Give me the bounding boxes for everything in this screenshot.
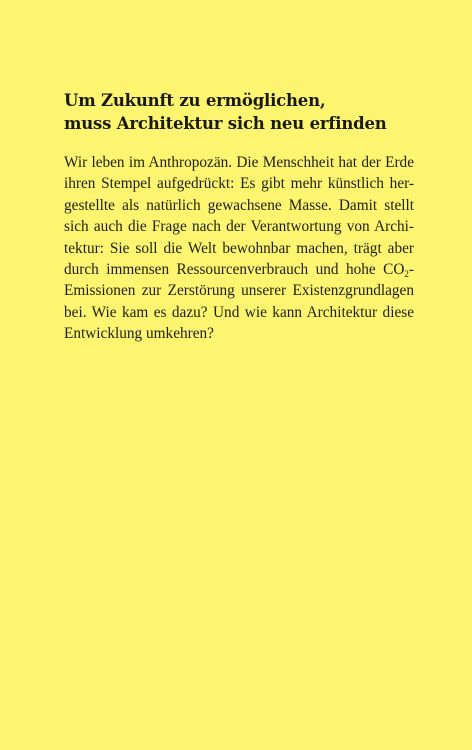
blurb-line-text: durch immensen Ressourcenverbrauch und hohe CO xyxy=(64,260,405,278)
blurb-paragraph xyxy=(64,152,414,345)
blurb-line: sich auch die Frage nach der Verantwortung von Archi- xyxy=(64,218,414,236)
blurb-line: tektur: Sie soll die Welt bewohnbar machen, trägt aber xyxy=(64,239,414,257)
co2-subscript: 2 xyxy=(404,268,409,279)
heading-line-1: Um Zukunft zu ermöglichen, xyxy=(64,91,326,110)
cover-heading xyxy=(64,89,424,135)
blurb-line-co2 xyxy=(64,259,414,280)
heading-line-2: muss Architektur sich neu erfinden xyxy=(64,114,387,133)
blurb-line: Entwicklung umkehren? xyxy=(64,325,214,343)
co2-hyphen: - xyxy=(408,260,414,278)
blurb-line: gestellte als natürlich gewachsene Masse. Damit stellt xyxy=(64,196,414,214)
blurb-line: Emissionen zur Zerstörung unserer Existenzgrundlagen xyxy=(64,282,414,300)
blurb-line: Wir leben im Anthropozän. Die Menschheit hat der Erde xyxy=(64,154,414,171)
blurb-line: ihren Stempel aufgedrückt: Es gibt mehr künstlich her- xyxy=(64,175,414,193)
blurb-line: bei. Wie kam es dazu? Und wie kann Architektur diese xyxy=(64,303,414,321)
